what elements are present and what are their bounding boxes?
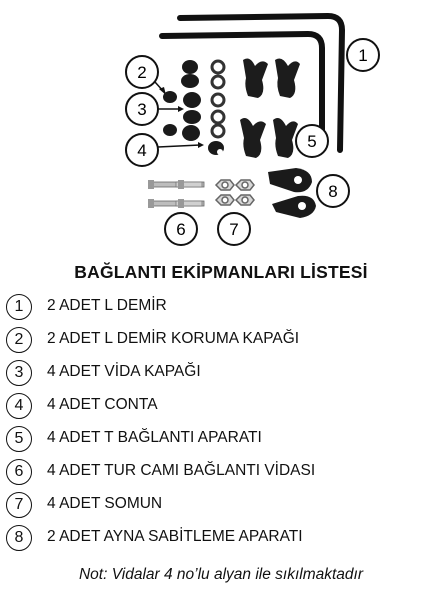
svg-text:3: 3 (137, 100, 147, 119)
footnote: Not: Vidalar 4 no’lu alyan ile sıkılmaktadır (78, 566, 364, 583)
svg-text:7: 7 (229, 220, 239, 239)
item-label: 4 ADET CONTA (47, 396, 158, 413)
t-knobs (240, 58, 300, 158)
item-number-badge: 4 (6, 393, 32, 419)
callout-7 (218, 213, 250, 245)
callout-5 (296, 125, 328, 157)
item-number-badge: 3 (6, 360, 32, 386)
svg-text:1: 1 (358, 46, 368, 65)
parts-illustration (0, 0, 442, 250)
svg-text:2: 2 (137, 63, 147, 82)
item-label: 2 ADET L DEMİR (47, 297, 167, 314)
callout-1 (347, 39, 379, 71)
item-number-badge: 1 (6, 294, 32, 320)
item-number-badge: 8 (6, 525, 32, 551)
item-label: 2 ADET L DEMİR KORUMA KAPAĞI (47, 330, 300, 347)
svg-text:4: 4 (137, 141, 147, 160)
item-label: 2 ADET AYNA SABİTLEME APARATI (47, 528, 303, 545)
item-label: 4 ADET TUR CAMI BAĞLANTI VİDASI (47, 462, 316, 479)
callout-8 (317, 175, 349, 207)
item-number-badge: 7 (6, 492, 32, 518)
list-title: BAĞLANTI EKİPMANLARI LİSTESİ (74, 262, 368, 282)
screws (148, 180, 204, 208)
hex-nuts (216, 180, 254, 205)
mirror-brackets (268, 168, 316, 218)
caps-and-washers (163, 60, 224, 155)
item-label: 4 ADET T BAĞLANTI APARATI (47, 429, 262, 446)
item-label: 4 ADET VİDA KAPAĞI (47, 363, 201, 380)
svg-text:6: 6 (176, 220, 186, 239)
callout-6 (165, 213, 197, 245)
svg-text:5: 5 (307, 132, 317, 151)
svg-text:8: 8 (328, 182, 338, 201)
item-number-badge: 5 (6, 426, 32, 452)
item-number-badge: 6 (6, 459, 32, 485)
item-label: 4 ADET SOMUN (47, 495, 163, 512)
item-number-badge: 2 (6, 327, 32, 353)
callout-2 (126, 56, 166, 95)
